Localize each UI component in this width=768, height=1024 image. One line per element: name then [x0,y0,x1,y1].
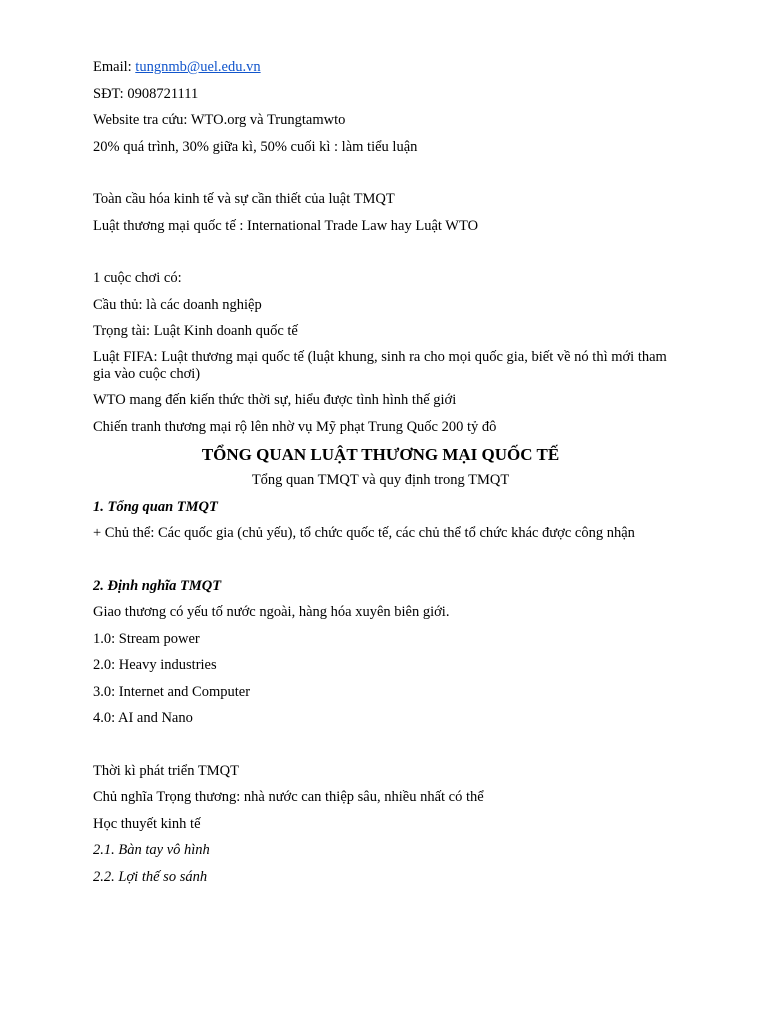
email-line [93,58,668,76]
game-line-2: Cầu thủ: là các doanh nghiệp [93,296,262,313]
document-page [93,58,668,894]
email-label: Email: [93,59,136,75]
blank-line [93,243,668,269]
theory-item-2: 2.2. Lợi thế so sánh [93,868,208,885]
era-item: 1.0: Stream power [93,630,200,647]
era-item: 2.0: Heavy industries [93,657,217,673]
game-line-5: WTO mang đến kiến thức thời sự, hiểu được tình hình thế giới [93,392,457,408]
intro-line-1: Toàn cầu hóa kinh tế và sự cần thiết của luật TMQT [93,191,395,207]
game-line-6: Chiến tranh thương mại rộ lên nhờ vụ Mỹ phạt Trung Quốc 200 tỷ đô [93,418,497,435]
email-link[interactable]: tungnmb@uel.edu.vn [135,59,261,75]
game-line-4: Luật FIFA: Luật thương mại quốc tế (luật khung, sinh ra cho mọi quốc gia, biết về nó thì mới tham gia vào cuộc chơi) [93,348,667,382]
heading-overview: 1. Tổng quan TMQT [93,498,218,515]
section-title: TỔNG QUAN LUẬT THƯƠNG MẠI QUỐC TẾ [201,445,560,464]
era-item: 3.0: Internet and Computer [93,683,251,700]
development-line-3: Học thuyết kinh tế [93,815,201,832]
blank-line [93,164,668,190]
blank-line [93,551,668,577]
development-line-2: Chủ nghĩa Trọng thương: nhà nước can thiệp sâu, nhiều nhất có thể [93,789,484,805]
heading-definition: 2. Định nghĩa TMQT [93,577,222,594]
website-line: Website tra cứu: WTO.org và Trungtamwto [93,112,346,128]
phone-line: SĐT: 0908721111 [93,85,199,102]
era-item: 4.0: AI and Nano [93,710,193,726]
development-line-1: Thời kì phát triển TMQT [93,762,239,779]
intro-line-2: Luật thương mại quốc tế : International Trade Law hay Luật WTO [93,217,479,234]
subjects-line: + Chủ thể: Các quốc gia (chủ yếu), tổ chức quốc tế, các chủ thể tổ chức khác được công nhận [93,525,635,541]
game-line-3: Trọng tài: Luật Kinh doanh quốc tế [93,323,298,339]
game-line-1: 1 cuộc chơi có: [93,270,182,286]
theory-item-1: 2.1. Bàn tay vô hình [93,842,210,858]
grading-line: 20% quá trình, 30% giữa kì, 50% cuối kì : làm tiểu luận [93,138,418,155]
section-subtitle: Tổng quan TMQT và quy định trong TMQT [251,472,510,488]
blank-line [93,736,668,762]
definition-line: Giao thương có yếu tố nước ngoài, hàng hóa xuyên biên giới. [93,604,450,620]
